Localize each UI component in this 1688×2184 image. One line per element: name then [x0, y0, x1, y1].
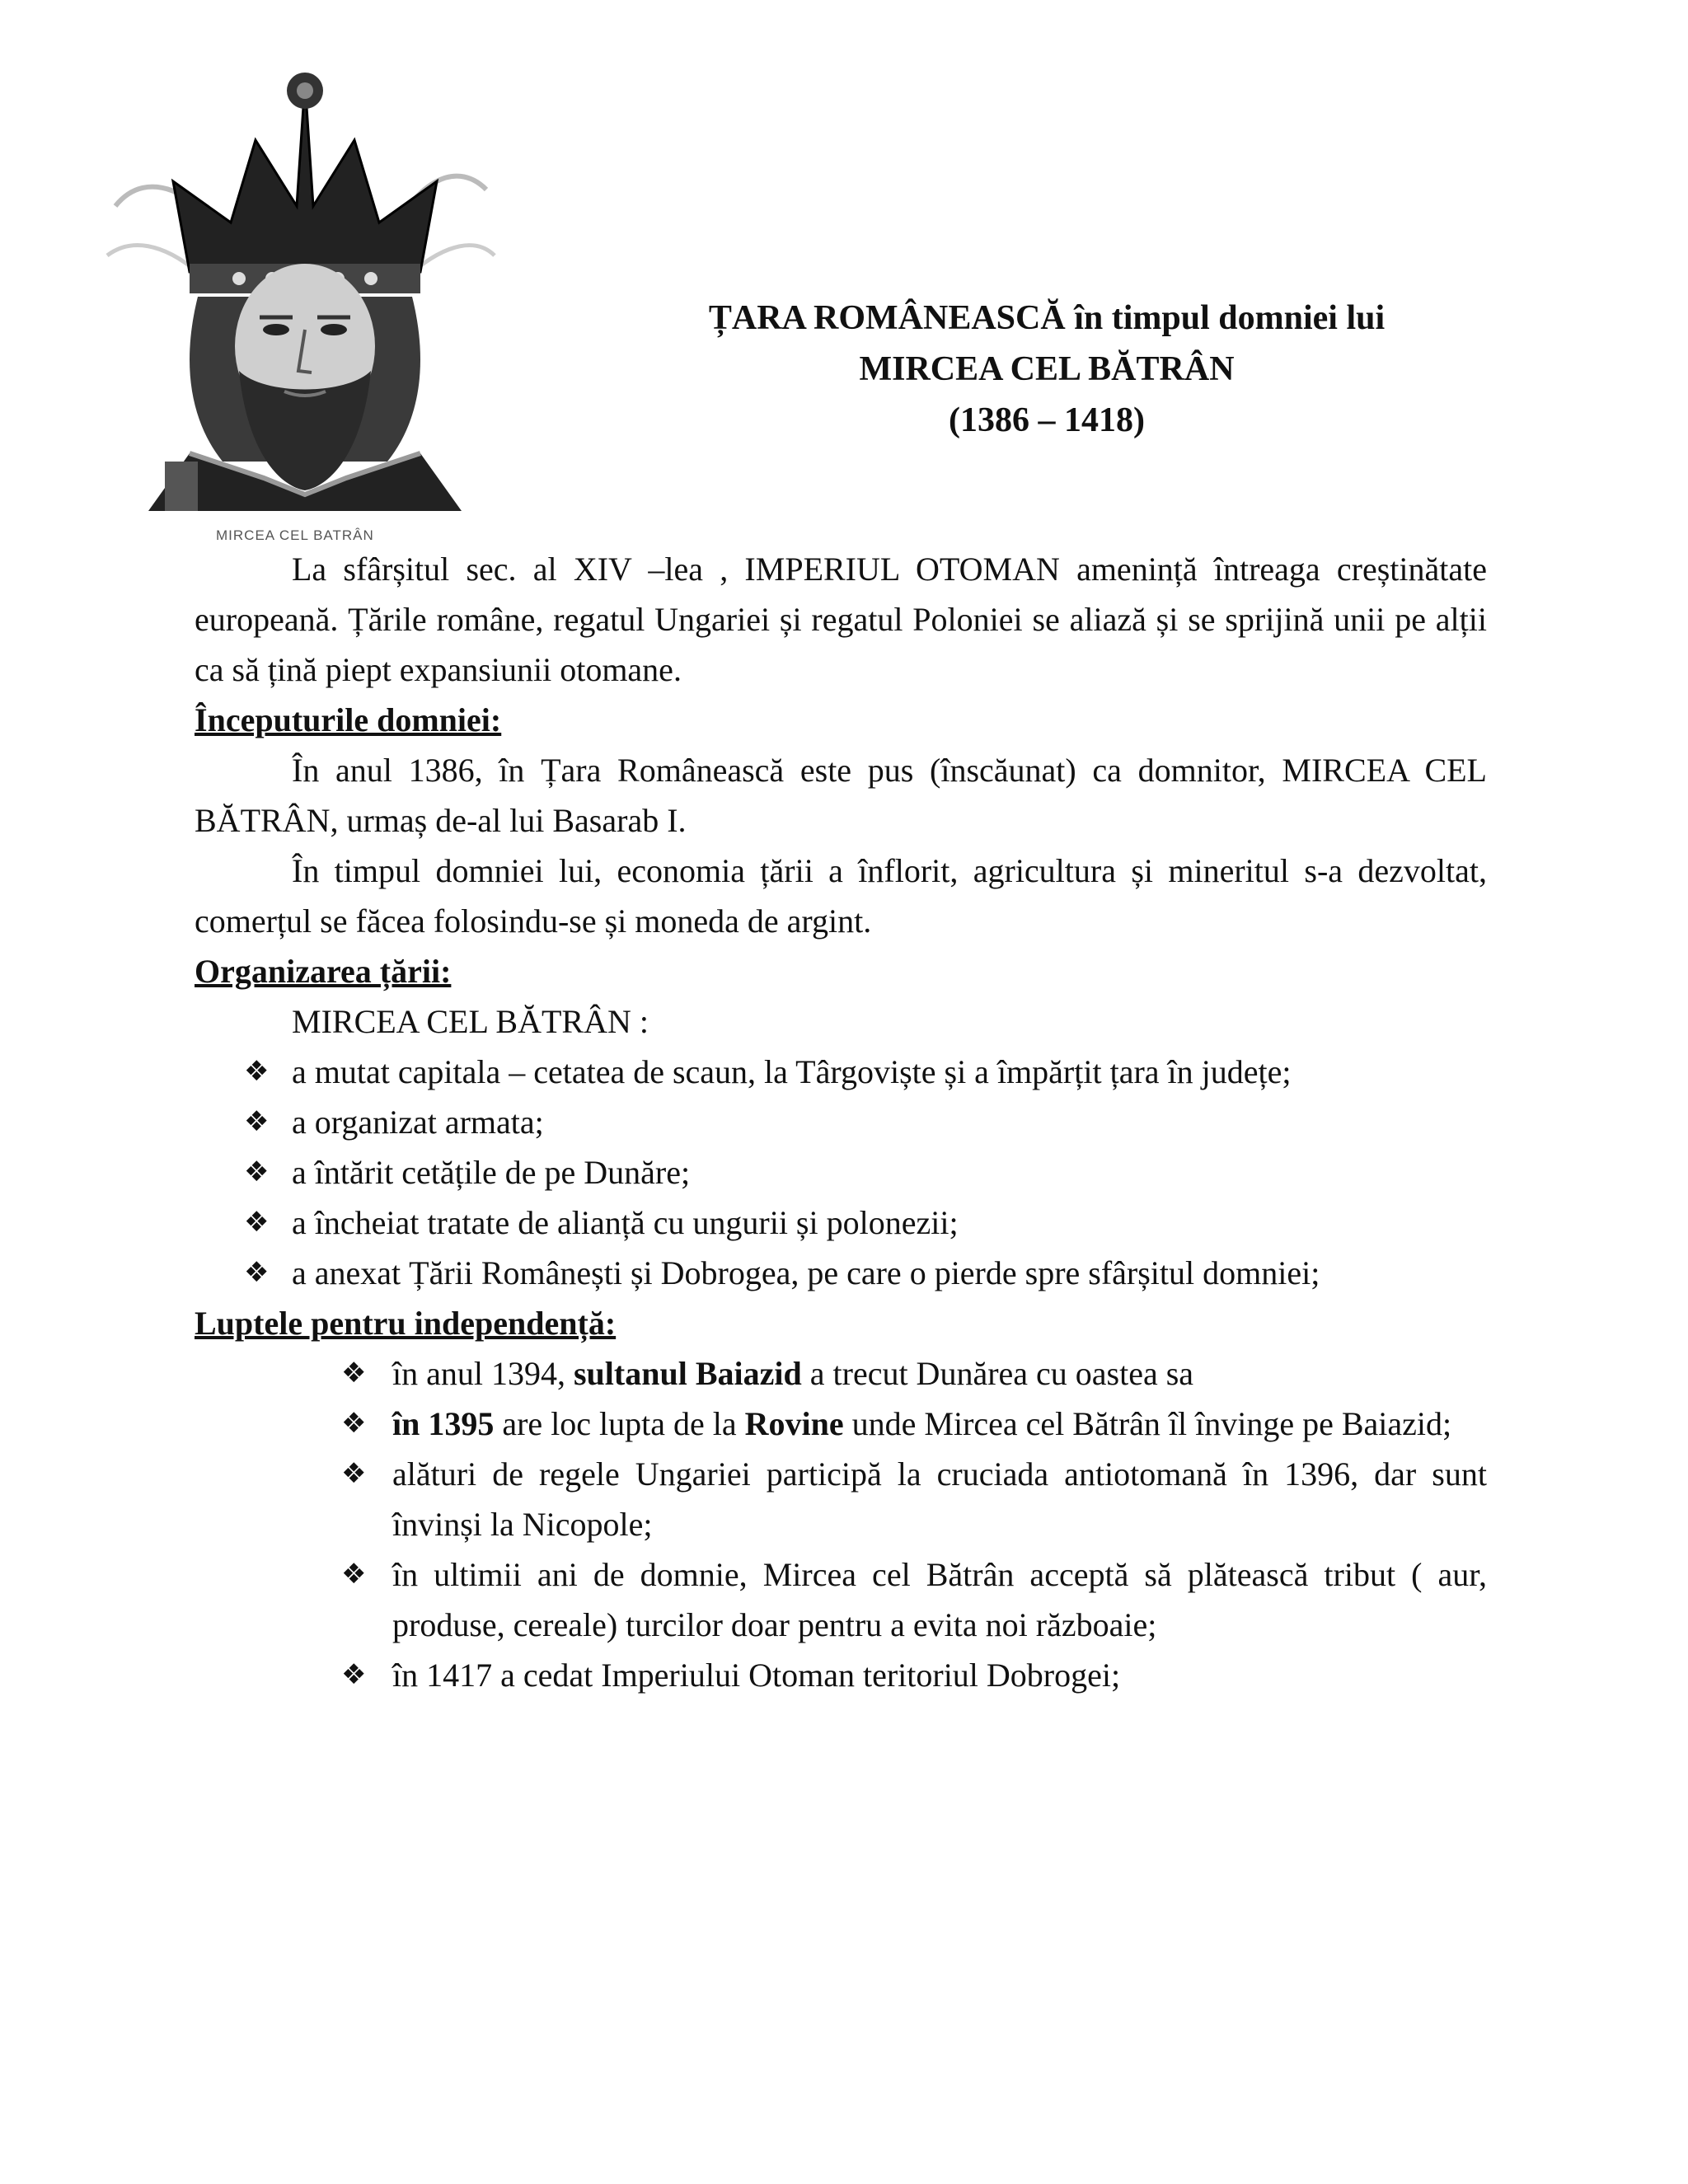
list-item [195, 1549, 1487, 1650]
list-item [195, 1147, 1487, 1197]
page-title [528, 293, 1566, 446]
list-item-text: a întărit cetățile de pe Dunăre; [292, 1154, 691, 1191]
list-item-text: în ultimii ani de domnie, Mircea cel Bătrân acceptă să plătească tribut ( aur, produse, cereale) turcilor doar pentru a evita noi războaie; [392, 1556, 1487, 1643]
title-line-2: MIRCEA CEL BĂTRÂN [859, 350, 1235, 388]
portrait-image [99, 66, 511, 511]
list-item-text: a anexat Țării Românești și Dobrogea, pe care o pierde spre sfârșitul domniei; [292, 1254, 1320, 1291]
diamond-bullet-icon: ❖ [244, 1206, 270, 1239]
bold-text: Rovine [744, 1405, 844, 1442]
list-item-text: a trecut Dunărea cu oastea sa [801, 1355, 1194, 1392]
section-heading-independence: Luptele pentru independență: [195, 1305, 617, 1342]
bold-text: în 1395 [392, 1405, 495, 1442]
title-line-1: ȚARA ROMÂNEASCĂ în timpul domniei lui [708, 299, 1386, 337]
section-heading-beginnings: Începuturile domniei: [195, 701, 502, 738]
list-item-text: a organizat armata; [292, 1104, 544, 1141]
portrait-caption: MIRCEA CEL BATRÂN [216, 527, 374, 543]
bold-text: sultanul Baiazid [573, 1355, 802, 1392]
list-item [195, 1097, 1487, 1147]
diamond-bullet-icon: ❖ [244, 1055, 270, 1088]
list-item [195, 1650, 1487, 1700]
list-item-text: alături de regele Ungariei participă la cruciada antiotomană în 1396, dar sunt învinși la Nicopole; [392, 1455, 1487, 1543]
independence-list [195, 1348, 1487, 1700]
list-item-text: unde Mircea cel Bătrân îl învinge pe Baiazid; [843, 1405, 1452, 1442]
diamond-bullet-icon: ❖ [341, 1558, 367, 1591]
list-item-text: în 1417 a cedat Imperiului Otoman teritoriul Dobrogei; [392, 1657, 1121, 1694]
diamond-bullet-icon: ❖ [341, 1457, 367, 1490]
beginnings-paragraph-2: În timpul domniei lui, economia țării a înflorit, agricultura și mineritul s-a dezvoltat, comerțul se făcea folosindu-se și moneda de argint. [195, 852, 1487, 940]
diamond-bullet-icon: ❖ [341, 1407, 367, 1440]
diamond-bullet-icon: ❖ [244, 1256, 270, 1289]
beginnings-paragraph-1: În anul 1386, în Țara Românească este pus (înscăunat) ca domnitor, MIRCEA CEL BĂTRÂN, urmaș de-al lui Basarab I. [195, 752, 1487, 839]
organization-lead: MIRCEA CEL BĂTRÂN : [292, 1003, 649, 1040]
list-item [195, 1449, 1487, 1549]
list-item [195, 1348, 1487, 1399]
list-item-text: a mutat capitala – cetatea de scaun, la Târgoviște și a împărțit țara în județe; [292, 1053, 1292, 1090]
list-item [195, 1248, 1487, 1298]
list-item [195, 1197, 1487, 1248]
diamond-bullet-icon: ❖ [341, 1658, 367, 1691]
document-body [195, 544, 1487, 1700]
list-item [195, 1047, 1487, 1097]
section-heading-organization: Organizarea țării: [195, 953, 452, 990]
list-item-text: în anul 1394, [392, 1355, 574, 1392]
organization-list [195, 1047, 1487, 1298]
crowned-king-portrait-icon [99, 66, 511, 511]
diamond-bullet-icon: ❖ [244, 1105, 270, 1138]
diamond-bullet-icon: ❖ [341, 1357, 367, 1390]
list-item-text: a încheiat tratate de alianță cu ungurii și polonezii; [292, 1204, 959, 1241]
title-line-3: (1386 – 1418) [949, 401, 1145, 439]
intro-paragraph: La sfârșitul sec. al XIV –lea , IMPERIUL OTOMAN amenință întreaga creștinătate europeană. Țările române, regatul Ungariei și regatul Poloniei se aliază și se sprijină unii pe alții ca să țină piept expansiunii otomane. [195, 551, 1487, 688]
list-item-text: are loc lupta de la [494, 1405, 745, 1442]
diamond-bullet-icon: ❖ [244, 1155, 270, 1188]
list-item [195, 1399, 1487, 1449]
